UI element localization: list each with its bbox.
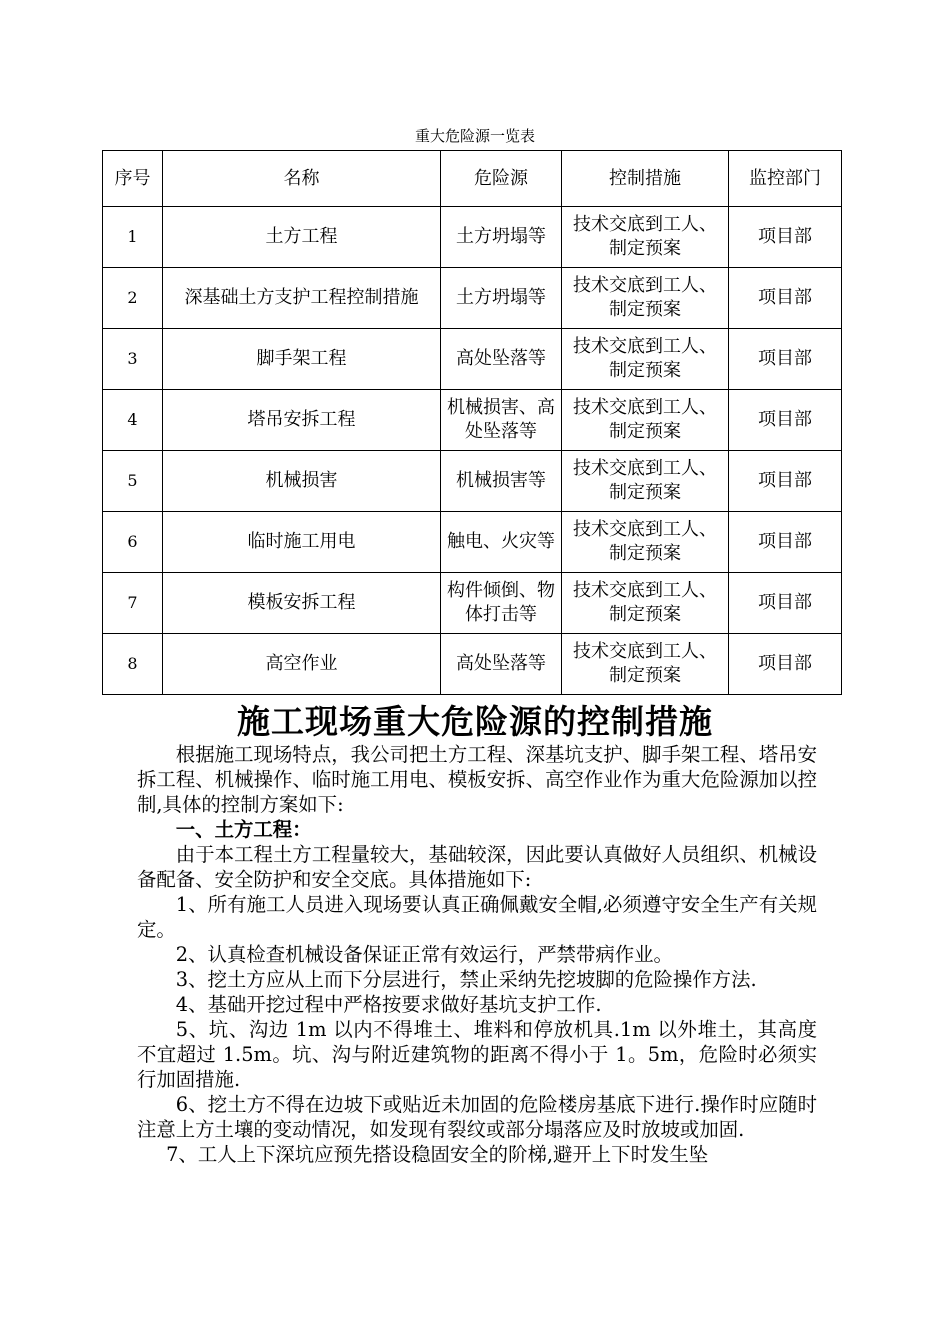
table-caption: 重大危险源一览表 [414,127,535,145]
cell-measure: 技术交底到工人、制定预案 [562,268,729,329]
table-body [103,207,842,695]
cell-name: 深基础土方支护工程控制措施 [163,268,441,329]
cell-hazard: 高处坠落等 [441,329,562,390]
cell-hazard: 触电、火灾等 [441,512,562,573]
cell-name: 塔吊安拆工程 [163,390,441,451]
table-row [103,390,842,451]
paragraph: 根据施工现场特点，我公司把土方工程、深基坑支护、脚手架工程、塔吊安拆工程、机械操作、临时施工用电、模板安拆、高空作业作为重大危险源加以控制,具体的控制方案如下: [137,743,817,816]
body-text [137,742,817,1167]
cell-number: 2 [103,268,163,329]
cell-number: 1 [103,207,163,268]
cell-number: 8 [103,634,163,695]
paragraph: 3、挖土方应从上而下分层进行，禁止采纳先挖坡脚的危险操作方法. [175,968,757,991]
paragraph: 1、所有施工人员进入现场要认真正确佩戴安全帽,必须遵守安全生产有关规定。 [137,893,817,941]
cell-department: 项目部 [729,573,842,634]
header-cell: 监控部门 [729,151,842,207]
cell-department: 项目部 [729,390,842,451]
header-cell: 控制措施 [562,151,729,207]
paragraph: 5、坑、沟边 1m 以内不得堆土、堆料和停放机具.1m 以外堆土，其高度不宜超过 1.5m。坑、沟与附近建筑物的距离不得小于 1。5m，危险时必须实行加固措施. [137,1018,817,1091]
cell-hazard: 机械损害、高处坠落等 [441,390,562,451]
hazard-table [102,150,842,695]
table-row [103,451,842,512]
cell-department: 项目部 [729,207,842,268]
cell-measure: 技术交底到工人、制定预案 [562,329,729,390]
cell-name: 模板安拆工程 [163,573,441,634]
header-cell: 序号 [103,151,163,207]
cell-measure: 技术交底到工人、制定预案 [562,390,729,451]
paragraph: 由于本工程土方工程量较大，基础较深，因此要认真做好人员组织、机械设备配备、安全防护和安全交底。具体措施如下: [137,843,817,891]
table-row [103,329,842,390]
table-row [103,207,842,268]
cell-number: 4 [103,390,163,451]
cell-measure: 技术交底到工人、制定预案 [562,512,729,573]
cell-number: 3 [103,329,163,390]
cell-name: 土方工程 [163,207,441,268]
cell-department: 项目部 [729,268,842,329]
cell-measure: 技术交底到工人、制定预案 [562,634,729,695]
cell-department: 项目部 [729,512,842,573]
cell-department: 项目部 [729,451,842,512]
cell-name: 高空作业 [163,634,441,695]
cell-hazard: 土方坍塌等 [441,207,562,268]
cell-hazard: 高处坠落等 [441,634,562,695]
table-row [103,573,842,634]
paragraph: 6、挖土方不得在边坡下或贴近未加固的危险楼房基底下进行.操作时应随时注意上方土壤的变动情况，如发现有裂纹或部分塌落应及时放坡或加固. [137,1093,817,1141]
table-row [103,268,842,329]
cell-measure: 技术交底到工人、制定预案 [562,451,729,512]
paragraph: 2、认真检查机械设备保证正常有效运行，严禁带病作业。 [175,943,673,966]
cell-hazard: 机械损害等 [441,451,562,512]
header-cell: 名称 [163,151,441,207]
cell-measure: 技术交底到工人、制定预案 [562,573,729,634]
table-header-row [103,151,842,207]
paragraph: 4、基础开挖过程中严格按要求做好基坑支护工作. [175,993,602,1016]
cell-department: 项目部 [729,329,842,390]
table-row [103,634,842,695]
cell-name: 机械损害 [163,451,441,512]
document-title: 施工现场重大危险源的控制措施 [237,702,713,741]
cell-measure: 技术交底到工人、制定预案 [562,207,729,268]
cell-number: 7 [103,573,163,634]
cell-department: 项目部 [729,634,842,695]
cell-number: 5 [103,451,163,512]
paragraph: 7、工人上下深坑应预先搭设稳固安全的阶梯,避开上下时发生坠 [166,1143,709,1166]
cell-number: 6 [103,512,163,573]
cell-hazard: 构件倾倒、物体打击等 [441,573,562,634]
header-cell: 危险源 [441,151,562,207]
section-heading: 一、土方工程： [175,818,312,841]
cell-name: 脚手架工程 [163,329,441,390]
cell-hazard: 土方坍塌等 [441,268,562,329]
table-row [103,512,842,573]
cell-name: 临时施工用电 [163,512,441,573]
